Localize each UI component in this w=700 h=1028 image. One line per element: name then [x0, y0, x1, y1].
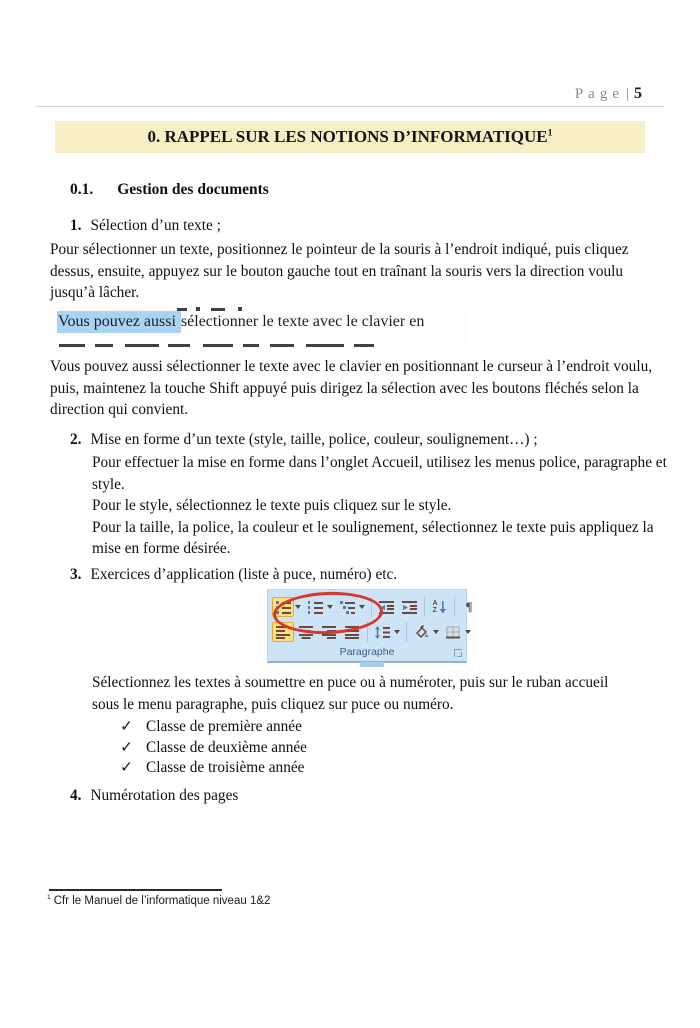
page-title	[55, 121, 645, 153]
ribbon-separator	[424, 597, 425, 617]
footnote-text: Cfr le Manuel de l’informatique niveau 1&2	[53, 895, 271, 907]
sort-button	[428, 597, 450, 617]
checkmark-icon: ✓	[120, 759, 133, 776]
checkmark-icon: ✓	[120, 718, 133, 735]
section-number: 0.1.	[70, 181, 94, 198]
checklist-item-text: Classe de troisième année	[146, 759, 305, 776]
borders-icon	[446, 626, 460, 639]
ribbon-separator	[406, 622, 407, 642]
list-item-4	[70, 787, 238, 805]
sort-letter-bottom: Z	[432, 607, 437, 614]
sort-arrow-icon	[439, 600, 446, 614]
paragraph-selection-mouse: Pour sélectionner un texte, positionnez le pointeur de la souris à l’endroit indiqué, puis cliquez dessus, ensuite, appuyez sur le bouton gauche tout en traînant la souris vers la direction voulu jusqu’à lâcher.	[50, 241, 629, 301]
shading-button	[410, 622, 432, 642]
checkmark-icon: ✓	[120, 738, 133, 756]
selection-example-image	[55, 305, 469, 347]
page-header-separator: |	[625, 86, 629, 102]
footnote-separator	[49, 889, 222, 891]
list-item-3	[70, 566, 397, 584]
increase-indent-icon	[402, 600, 417, 614]
page-header-label: Page	[574, 86, 624, 102]
checklist-item-text: Classe de deuxième année	[146, 738, 307, 756]
clipped-ribbon-fragment	[360, 662, 384, 667]
sort-icon	[432, 600, 437, 614]
list-item-1	[70, 217, 221, 235]
item-label: Mise en forme d’un texte (style, taille, police, couleur, soulignement…) ;	[90, 431, 538, 448]
checkmark-list	[120, 717, 307, 779]
item-number: 1.	[70, 217, 82, 234]
page-title-text: 0. RAPPEL SUR LES NOTIONS D’INFORMATIQUE	[147, 127, 548, 146]
paragraph-selection-keyboard: Vous pouvez aussi sélectionner le texte avec le clavier en positionnant le curseur à l’endroit voulu, puis, maintenez la touche Shift appuyé puis dirigez la sélection avec les boutons fléchés selon la direction qui convient.	[50, 358, 653, 418]
item-label: Sélection d’un texte ;	[90, 217, 221, 234]
ribbon-separator	[454, 597, 455, 617]
page-header	[575, 85, 642, 103]
pilcrow-icon: ¶	[465, 599, 473, 614]
paragraph-bullets-numbering: Sélectionnez les textes à soumettre en puce ou à numéroter, puis sur le ruban accueil sous le menu paragraphe, puis cliquez sur puce ou numéro.	[92, 674, 609, 713]
clipped-text-fragment-bottom	[59, 343, 374, 347]
item-number: 4.	[70, 787, 82, 804]
item-label: Numérotation des pages	[90, 787, 239, 804]
borders-button	[442, 622, 464, 642]
section-heading	[70, 181, 269, 199]
dropdown-arrow-icon	[394, 630, 400, 634]
item-2-body	[92, 452, 667, 560]
paragraph-ribbon-image	[267, 589, 473, 663]
ribbon-row-1	[272, 595, 481, 619]
sort-letter-top: A	[432, 600, 438, 607]
header-divider	[36, 106, 664, 107]
checklist-item-text: Classe de première année	[146, 718, 302, 735]
dropdown-arrow-icon	[433, 630, 439, 634]
line-spacing-icon	[375, 626, 390, 639]
page-number: 5	[634, 85, 642, 102]
show-paragraph-marks-button	[458, 597, 480, 617]
item-number: 2.	[70, 431, 82, 448]
list-item-2	[70, 431, 538, 449]
title-footnote-ref: 1	[547, 127, 553, 139]
increase-indent-button	[398, 597, 420, 617]
list-item	[120, 717, 307, 738]
section-title: Gestion des documents	[117, 181, 269, 198]
paragraph-item2-line1: Pour effectuer la mise en forme dans l’onglet Accueil, utilisez les menus police, paragraphe et style.	[92, 454, 667, 493]
footnote	[47, 895, 270, 907]
footnote-marker: 1	[47, 894, 51, 902]
line-spacing-button	[371, 622, 393, 642]
list-item	[120, 758, 307, 779]
selection-rest-text: sélectionner le texte avec le clavier en	[180, 313, 425, 330]
paragraph-item2-line2: Pour le style, sélectionnez le texte puis cliquez sur le style.	[92, 497, 452, 514]
shading-icon	[413, 625, 429, 639]
clipped-text-fragment-top	[177, 306, 242, 311]
ribbon-group-label: Paragraphe	[339, 646, 395, 658]
item-label: Exercices d’application (liste à puce, numéro) etc.	[90, 566, 398, 583]
dialog-launcher-icon	[454, 649, 462, 657]
selection-example-text	[57, 313, 424, 331]
paragraph-item2-line3: Pour la taille, la police, la couleur et le soulignement, sélectionnez le texte puis appliquez la mise en forme désirée.	[92, 518, 654, 557]
list-item	[120, 738, 307, 759]
item-number: 3.	[70, 566, 82, 583]
highlighted-selection-text: Vous pouvez aussi	[57, 311, 181, 333]
dropdown-arrow-icon	[465, 630, 471, 634]
